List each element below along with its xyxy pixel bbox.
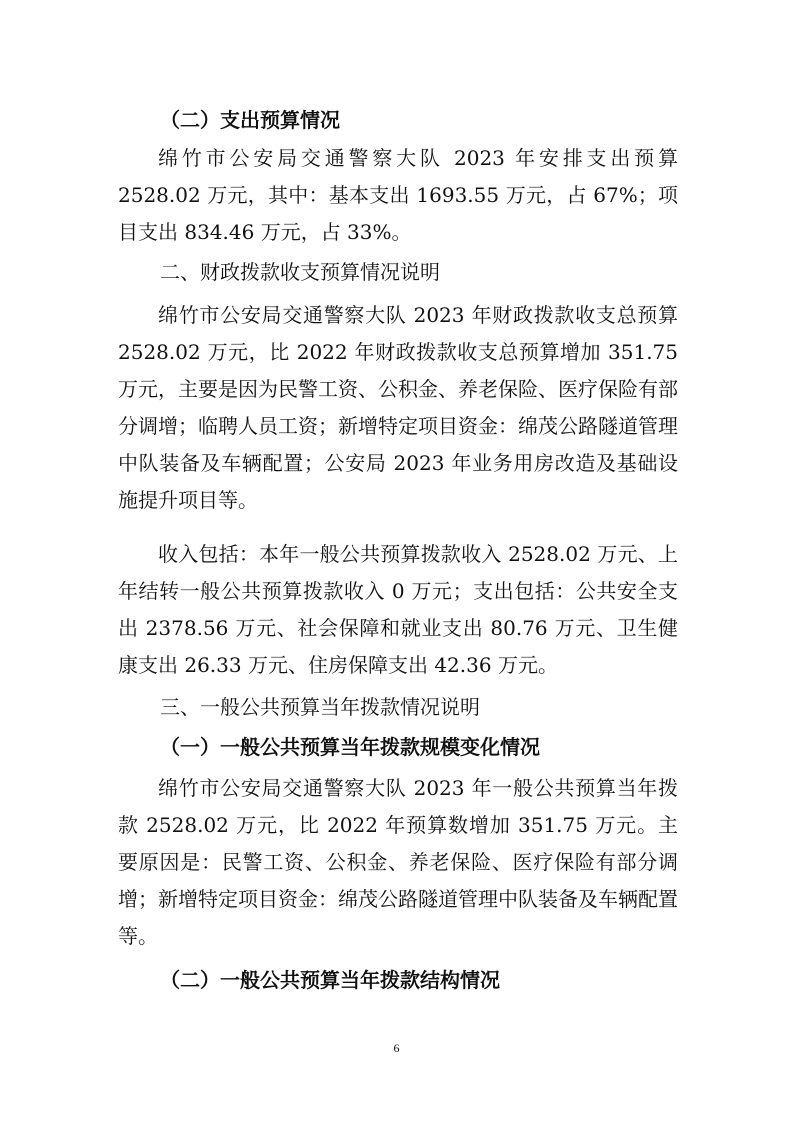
paragraph-fiscal-income-expense: 收入包括：本年一般公共预算拨款收入 2528.02 万元、上年结转一般公共预算拨款收入 0 万元；支出包括：公共安全支出 2378.56 万元、社会保障和就业支出 80.76 万元、卫生健康支出 26.33 万元、住房保障支出 42.36 万元。 — [118, 542, 678, 677]
paragraph-scale-change: 绵竹市公安局交通警察大队 2023 年一般公共预算当年拨款 2528.02 万元，比 2022 年预算数增加 351.75 万元。主要原因是：民警工资、公积金、养老保险、医疗保险有部分调增；新增特定项目资金：绵茂公路隧道管理中队装备及车辆配置等。 — [118, 776, 678, 948]
heading-expenditure-budget: （二）支出预算情况 — [160, 108, 340, 132]
heading-scale-change: （一）一般公共预算当年拨款规模变化情况 — [160, 735, 540, 759]
heading-fiscal-appropriation: 二、财政拨款收支预算情况说明 — [160, 260, 440, 284]
page-number: 6 — [393, 1041, 400, 1055]
paragraph-fiscal-total: 绵竹市公安局交通警察大队 2023 年财政拨款收支总预算 2528.02 万元，比 2022 年财政拨款收支总预算增加 351.75 万元，主要是因为民警工资、公积金、养老保险、医疗保险有部分调增；临聘人员工资；新增特定项目资金：绵茂公路隧道管理中队装备及车辆配置；公安局 2023 年业务用房改造及基础设施提升项目等。 — [118, 303, 678, 512]
heading-general-budget: 三、一般公共预算当年拨款情况说明 — [160, 695, 480, 719]
paragraph-expenditure-budget: 绵竹市公安局交通警察大队 2023 年安排支出预算2528.02 万元，其中：基本支出 1693.55 万元，占 67%；项目支出 834.46 万元，占 33%。 — [118, 146, 678, 244]
heading-structure: （二）一般公共预算当年拨款结构情况 — [160, 968, 500, 992]
